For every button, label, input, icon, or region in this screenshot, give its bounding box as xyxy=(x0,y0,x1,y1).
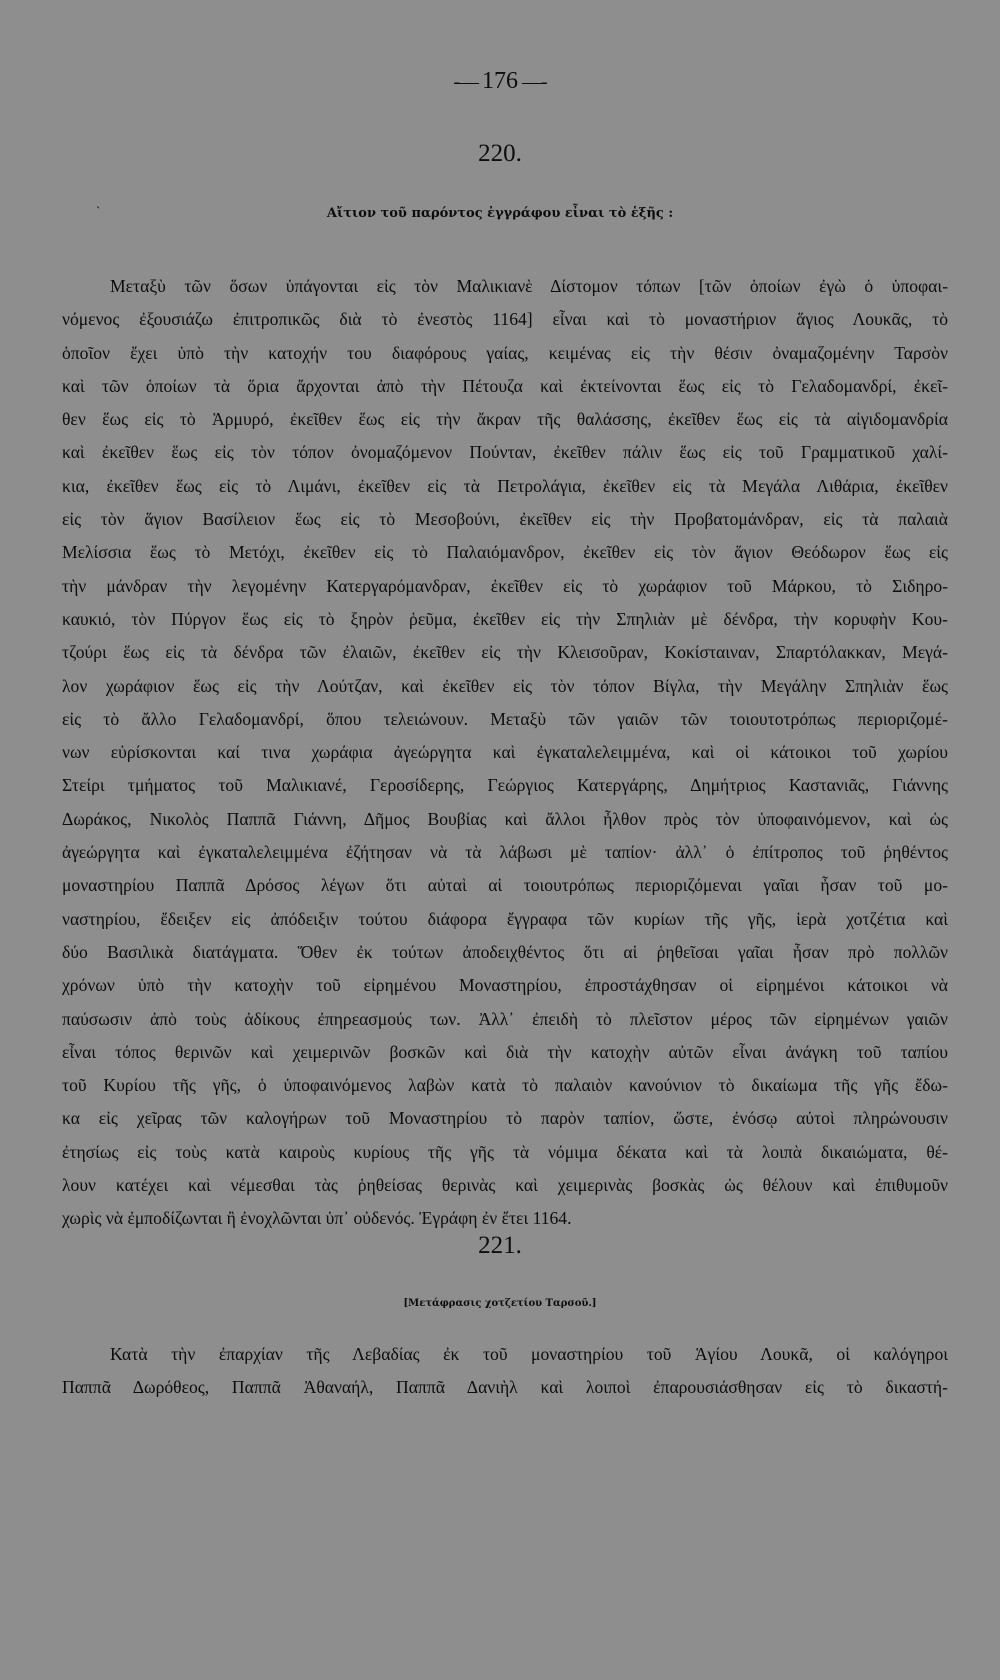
document-body-221 xyxy=(62,1338,948,1405)
text-line: εἰς τὸν ἅγιον Βασίλειον ἕως εἰς τὸ Μεσοβούνι, ἐκεῖθεν εἰς τὴν Προβατομάνδραν, εἰς τὰ παλαιὰ xyxy=(62,509,948,530)
text-line: χωρὶς νὰ ἐμποδίζωνται ἢ ἐνοχλῶνται ὑπ᾽ οὐδενός. Ἐγράφη ἐν ἔτει 1164. xyxy=(62,1208,572,1229)
text-line: χρόνων ὑπὸ τὴν κατοχὴν τοῦ εἰρημένου Μοναστηρίου, ἐπροστάχθησαν οἱ εἰρημένοι κάτοικοι νὰ xyxy=(62,975,948,996)
text-line: καὶ ἐκεῖθεν ἕως εἰς τὸν τόπον ὀνομαζόμενον Πούνταν, ἐκεῖθεν πάλιν ἕως εἰς τοῦ Γραμματικοῦ χαλί- xyxy=(62,442,948,463)
text-line: ναστηρίου, ἔδειξεν εἰς ἀπόδειξιν τούτου διάφορα ἔγγραφα τῶν κυρίων τῆς γῆς, ἱερὰ χοτζέτια καὶ xyxy=(62,908,948,929)
text-line: τζούρι ἕως εἰς τὰ δένδρα τῶν ἐλαιῶν, ἐκεῖθεν εἰς τὴν Κλεισοῦραν, Κοκίσταιναν, Σπαρτόλακκαν, Μεγά- xyxy=(62,642,948,663)
right-dash-ornament: —‑ xyxy=(518,71,547,93)
text-line: νων εὑρίσκονται καί τινα χωράφια ἀγεώργητα καὶ ἐγκαταλελειμμένα, καὶ οἱ κάτοικοι τοῦ χωρίου xyxy=(62,742,948,763)
text-line: ὁποῖον ἔχει ὑπὸ τὴν κατοχήν του διαφόρους γαίας, κειμένας εἰς τὴν θέσιν ὀναμαζομένην Ταρσὸν xyxy=(62,342,948,363)
text-line: νόμενος ἐξουσιάζω ἐπιτροπικῶς διὰ τὸ ἐνεστὸς 1164] εἶναι καὶ τὸ μοναστήριον ἅγιος Λουκᾶς, τὸ xyxy=(62,309,948,330)
text-line: ἐτησίως εἰς τοὺς κατὰ καιροὺς κυρίους τῆς γῆς τὰ νόμιμα δέκατα καὶ τὰ λοιπὰ δικαιώματα, θέ- xyxy=(62,1141,948,1162)
text-line: εἶναι τόπος θερινῶν καὶ χειμερινῶν βοσκῶν καὶ διὰ τὴν κατοχὴν αὐτῶν εἶναι ἀνάγκη τοῦ ταπίου xyxy=(62,1041,948,1062)
document-number-220: 220. xyxy=(478,140,522,167)
text-line: παύσωσιν ἀπὸ τοὺς ἀδίκους ἐπηρεασμούς των. Ἀλλ᾽ ἐπειδὴ τὸ πλεῖστον μέρος τῶν εἰρημένων γαιῶν xyxy=(62,1008,948,1029)
document-body-220 xyxy=(62,270,948,1236)
text-line: θεν ἕως εἰς τὸ Ἁρμυρό, ἐκεῖθεν ἕως εἰς τὴν ἄκραν τῆς θαλάσσης, ἐκεῖθεν ἕως εἰς τὰ αἰγιδομανδρία xyxy=(62,409,948,430)
text-line: τοῦ Κυρίου τῆς γῆς, ὁ ὑποφαινόμενος λαβὼν κατὰ τὸ παλαιὸν κανούνιον τὸ δικαίωμα τῆς γῆς ἔδω- xyxy=(62,1075,948,1096)
text-line: εἰς τὸ ἄλλο Γελαδομανδρί, ὅπου τελειώνουν. Μεταξὺ τῶν γαιῶν τῶν τοιουτοτρόπως περιοριζομέ- xyxy=(62,708,948,729)
page-number-header xyxy=(0,68,1000,95)
text-line: λουν κατέχει καὶ νέμεσθαι τὰς ῥηθείσας θερινὰς καὶ χειμερινὰς βοσκὰς ὡς θέλουν καὶ ἐπιθυμοῦν xyxy=(62,1175,948,1196)
text-line: κα εἰς χεῖρας τῶν καλογήρων τοῦ Μοναστηρίου τὸ παρὸν ταπίον, ὥστε, ἐνόσῳ αὐτοὶ πληρώνουσιν xyxy=(62,1108,948,1129)
document-number-221: 221. xyxy=(478,1232,522,1259)
text-line: τὴν μάνδραν τὴν λεγομένην Κατεργαρόμανδραν, ἐκεῖθεν εἰς τὸ χωράφιον τοῦ Μάρκου, τὸ Σιδηρο- xyxy=(62,575,948,596)
text-line: καὶ τῶν ὁποίων τὰ ὅρια ἄρχονται ἀπὸ τὴν Πέτουζα καὶ ἐκτείνονται ἕως εἰς τὸ Γελαδομανδρί, ἐκεῖ- xyxy=(62,375,948,396)
text-line: κια, ἐκεῖθεν ἕως εἰς τὸ Λιμάνι, ἐκεῖθεν εἰς τὰ Πετρολάγια, ἐκεῖθεν εἰς τὰ Μεγάλα Λιθάρια, ἐκεῖθεν xyxy=(62,475,948,496)
text-line: Στείρι τμήματος τοῦ Μαλικιανέ, Γεροσίδερης, Γεώργιος Κατεργάρης, Δημήτριος Καστανιᾶς, Γιάννης xyxy=(62,775,948,796)
text-line: λον χωράφιον ἕως εἰς τὴν Λούτζαν, καὶ ἐκεῖθεν εἰς τὸν τόπον Βίγλα, τὴν Μεγάλην Σπηλιὰν ἕως xyxy=(62,675,948,696)
text-line: δύο Βασιλικὰ διατάγματα. Ὅθεν ἐκ τούτων ἀποδειχθέντος ὅτι αἱ ῥηθεῖσαι γαῖαι ἦσαν πρὸ πολλῶν xyxy=(62,941,948,962)
print-mark-icon: ˎ xyxy=(96,195,101,210)
document-headnote-221: [Μετάφρασις χοτζετίου Ταρσοῦ.] xyxy=(403,1298,597,1309)
left-dash-ornament: ‑— xyxy=(453,71,482,93)
page-number: 176 xyxy=(482,68,518,94)
document-headnote-220: Αἴτιον τοῦ παρόντος ἐγγράφου εἶναι τὸ ἑξῆς : xyxy=(326,206,674,221)
text-line: Δωράκος, Νικολὸς Παππᾶ Γιάννη, Δῆμος Βουβίας καὶ ἄλλοι ἦλθον πρὸς τὸν ὑποφαινόμενον, καὶ ὡς xyxy=(62,808,948,829)
text-line: Κατὰ τὴν ἐπαρχίαν τῆς Λεβαδίας ἐκ τοῦ μοναστηρίου τοῦ Ἁγίου Λουκᾶ, οἱ καλόγηροι xyxy=(110,1344,948,1364)
text-line: Παππᾶ Δωρόθεος, Παππᾶ Ἀθαναήλ, Παππᾶ Δανιὴλ καὶ λοιποὶ ἐπαρουσιάσθησαν εἰς τὸ δικαστή- xyxy=(62,1377,948,1398)
text-line: Μεταξὺ τῶν ὅσων ὑπάγονται εἰς τὸν Μαλικιανὲ Δίστομον τόπων [τῶν ὁποίων ἐγὼ ὁ ὑποφαι- xyxy=(110,276,948,296)
text-line: μοναστηρίου Παππᾶ Δρόσος λέγων ὅτι αὐταὶ αἱ τοιουτρόπως περιοριζόμεναι γαῖαι ἦσαν τοῦ μο- xyxy=(62,875,948,896)
text-line: καυκιό, τὸν Πύργον ἕως εἰς τὸ ξηρὸν ῥεῦμα, ἐκεῖθεν εἰς τὴν Σπηλιὰν μὲ δένδρα, τὴν κορυφὴν Κου- xyxy=(62,608,948,629)
text-line: ἀγεώργητα καὶ ἐγκαταλελειμμένα ἐζήτησαν νὰ τὰ λάβωσι μὲ ταπίον· ἀλλ᾽ ὁ ἐπίτροπος τοῦ ῥηθέντος xyxy=(62,842,948,863)
text-line: Μελίσσια ἕως τὸ Μετόχι, ἐκεῖθεν εἰς τὸ Παλαιόμανδρον, ἐκεῖθεν εἰς τὸν ἅγιον Θεόδωρον ἕως εἰς xyxy=(62,542,948,563)
